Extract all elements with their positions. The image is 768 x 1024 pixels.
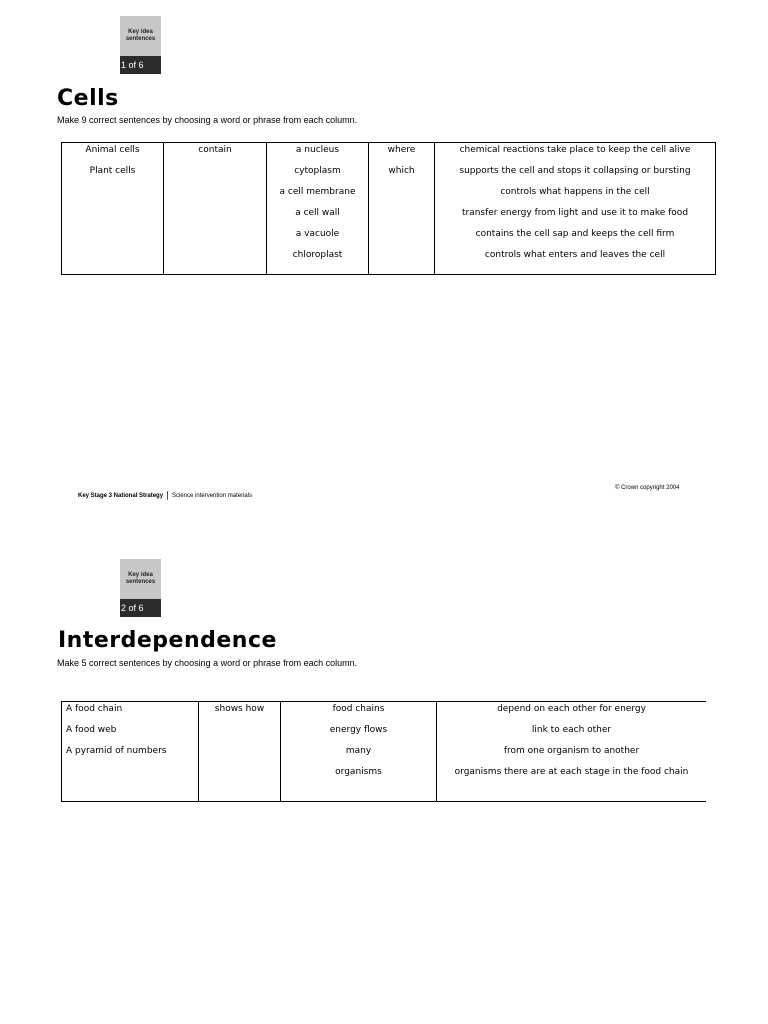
table-cell: A food chain: [66, 704, 123, 714]
footer-series: Key Stage 3 National Strategy: [78, 492, 164, 499]
column-subject: [62, 702, 199, 802]
table-cell: controls what enters and leaves the cell: [484, 250, 666, 260]
column-subject: [62, 143, 164, 275]
footer-subtitle: Science intervention materials: [172, 492, 253, 499]
column-middle: [281, 702, 437, 802]
page2-badge: [120, 559, 161, 617]
table-cell: controls what happens in the cell: [500, 187, 650, 197]
table-cell: where: [387, 145, 416, 155]
page1-sentence-table: [61, 142, 716, 275]
badge-label-line1: Key idea: [128, 572, 153, 578]
page1-badge: [120, 16, 161, 74]
table-cell: which: [388, 166, 415, 176]
table-cell: depend on each other for energy: [497, 704, 646, 714]
page2-title: Interdependence: [58, 628, 277, 653]
table-cell: A food web: [66, 725, 117, 735]
footer-copyright: © Crown copyright 2004: [615, 485, 680, 491]
table-cell: a nucleus: [295, 145, 340, 155]
table-cell: chemical reactions take place to keep the cell alive: [459, 145, 691, 155]
table-cell: shows how: [214, 704, 265, 714]
column-ending: [437, 702, 707, 802]
badge-label-line1: Key idea: [128, 29, 153, 35]
table-cell: a cell membrane: [279, 187, 356, 197]
badge-label: [120, 559, 161, 599]
table-cell: contains the cell sap and keeps the cell firm: [475, 229, 675, 239]
badge-label-line2: sentences: [125, 36, 156, 42]
page1-title: Cells: [57, 86, 119, 111]
table-cell: Plant cells: [89, 166, 136, 176]
table-cell: energy flows: [329, 725, 388, 735]
page1-instruction: Make 9 correct sentences by choosing a word or phrase from each column.: [57, 115, 358, 125]
table-cell: a vacuole: [295, 229, 340, 239]
table-cell: A pyramid of numbers: [66, 746, 167, 756]
badge-page-number: 2 of 6: [120, 599, 161, 617]
column-verb: [164, 143, 267, 275]
column-connector: [369, 143, 435, 275]
table-cell: contain: [198, 145, 232, 155]
table-cell: many: [345, 746, 372, 756]
badge-label-line2: sentences: [125, 579, 156, 585]
table-cell: transfer energy from light and use it to make food: [461, 208, 689, 218]
table-cell: chloroplast: [292, 250, 343, 260]
page2-instruction: Make 5 correct sentences by choosing a word or phrase from each column.: [57, 658, 358, 668]
page1-footer: [78, 491, 252, 500]
column-part: [267, 143, 369, 275]
table-cell: supports the cell and stops it collapsing or bursting: [459, 166, 691, 176]
badge-label: [120, 16, 161, 56]
table-cell: link to each other: [531, 725, 612, 735]
column-verb: [199, 702, 281, 802]
badge-page-number: 1 of 6: [120, 56, 161, 74]
column-ending: [435, 143, 716, 275]
page2-sentence-table: [61, 701, 706, 802]
footer-divider: [167, 491, 168, 500]
table-cell: Animal cells: [85, 145, 140, 155]
table-cell: cytoplasm: [294, 166, 341, 176]
table-cell: a cell wall: [295, 208, 340, 218]
table-cell: from one organism to another: [503, 746, 640, 756]
table-cell: organisms: [335, 767, 382, 777]
table-cell: organisms there are at each stage in the food chain: [454, 767, 689, 777]
table-cell: food chains: [332, 704, 385, 714]
